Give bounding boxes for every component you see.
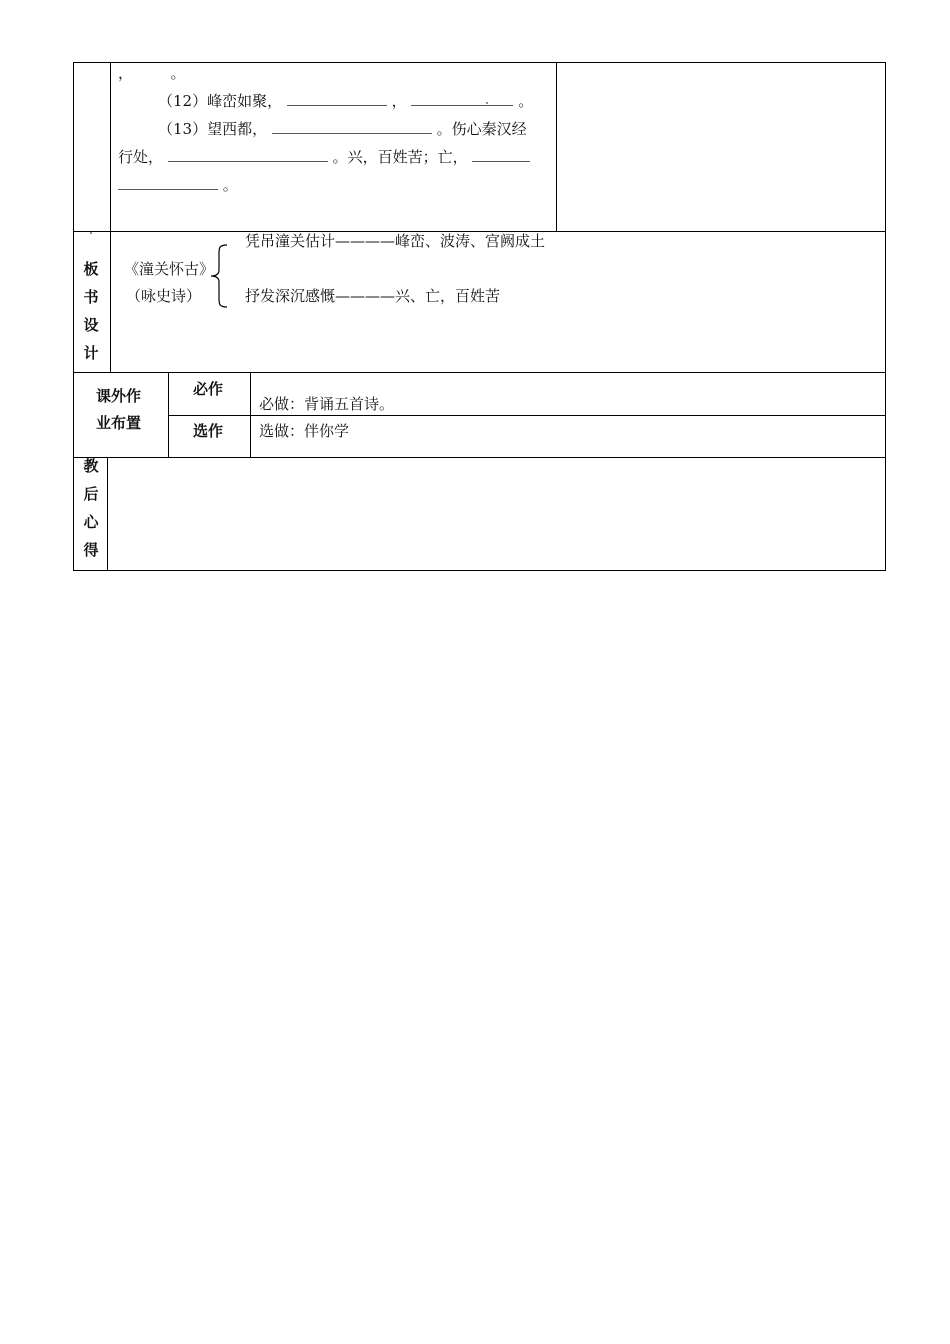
table-border-bottom <box>73 570 886 571</box>
item-13-blank-4[interactable] <box>118 175 218 190</box>
board-label-char: 书 <box>83 288 99 306</box>
row-divider-2 <box>73 372 886 373</box>
board-title: 《潼关怀古》 <box>124 260 215 278</box>
board-label-char: 设 <box>83 316 99 334</box>
table-border-left <box>73 62 74 570</box>
reflection-content-area[interactable] <box>108 458 885 570</box>
col-divider-assign-1 <box>168 372 169 457</box>
table-border-top <box>73 62 886 63</box>
item-12 <box>158 91 533 111</box>
item-12-end: 。 <box>518 92 534 110</box>
item-13 <box>158 119 527 139</box>
item-13-blank-2[interactable] <box>168 147 328 162</box>
reflection-label-char: 教 <box>83 457 99 475</box>
item-13-prefix: （13）望西都， <box>158 120 268 138</box>
item-13-line2-prefix: 行处， <box>118 148 164 166</box>
col-divider-assign-2 <box>250 372 251 457</box>
board-design-label <box>81 255 101 367</box>
required-text: 必做：背诵五首诗。 <box>259 395 395 413</box>
reflection-label-char: 得 <box>83 541 99 559</box>
homework-line-top: ， 。 <box>118 64 186 82</box>
optional-label: 选作 <box>193 422 224 440</box>
item-13-line-2 <box>118 147 530 167</box>
item-13-blank-1[interactable] <box>272 119 432 134</box>
item-13-line-3 <box>118 175 238 195</box>
item-13-end: 。 <box>222 176 238 194</box>
item-13-middle: 。伤心秦汉经 <box>436 120 527 138</box>
item-13-blank-3[interactable] <box>472 147 530 162</box>
optional-text: 选做：伴你学 <box>259 422 350 440</box>
item-12-blank-2[interactable] <box>411 91 513 106</box>
board-subtitle: （咏史诗） <box>126 287 202 305</box>
board-branch-2: 抒发深沉感慨————兴、亡，百姓苦 <box>245 287 501 305</box>
assignment-label-line-1: 课外作 <box>96 387 142 405</box>
reflection-label-char: 后 <box>83 485 99 503</box>
item-12-prefix: （12）峰峦如聚， <box>158 92 283 110</box>
item-12-sep: ， <box>391 92 407 110</box>
marker-dot <box>90 232 92 234</box>
col-divider-label-top <box>110 62 111 372</box>
curly-brace <box>207 244 231 308</box>
board-label-char: 计 <box>83 344 99 362</box>
item-12-blank-1[interactable] <box>287 91 387 106</box>
col-divider-right-top <box>556 62 557 231</box>
board-label-char: 板 <box>83 260 99 278</box>
table-border-right <box>885 62 886 570</box>
reflection-label-char: 心 <box>83 513 99 531</box>
board-branch-1: 凭吊潼关估计————峰峦、波涛、宫阙成土 <box>245 232 546 250</box>
item-13-line2-middle: 。兴，百姓苦；亡， <box>332 148 468 166</box>
required-label: 必作 <box>193 380 224 398</box>
reflection-label <box>81 452 101 564</box>
assignment-label-line-2: 业布置 <box>96 414 142 432</box>
marker-dot <box>486 102 488 104</box>
row-divider-inner <box>168 415 886 416</box>
